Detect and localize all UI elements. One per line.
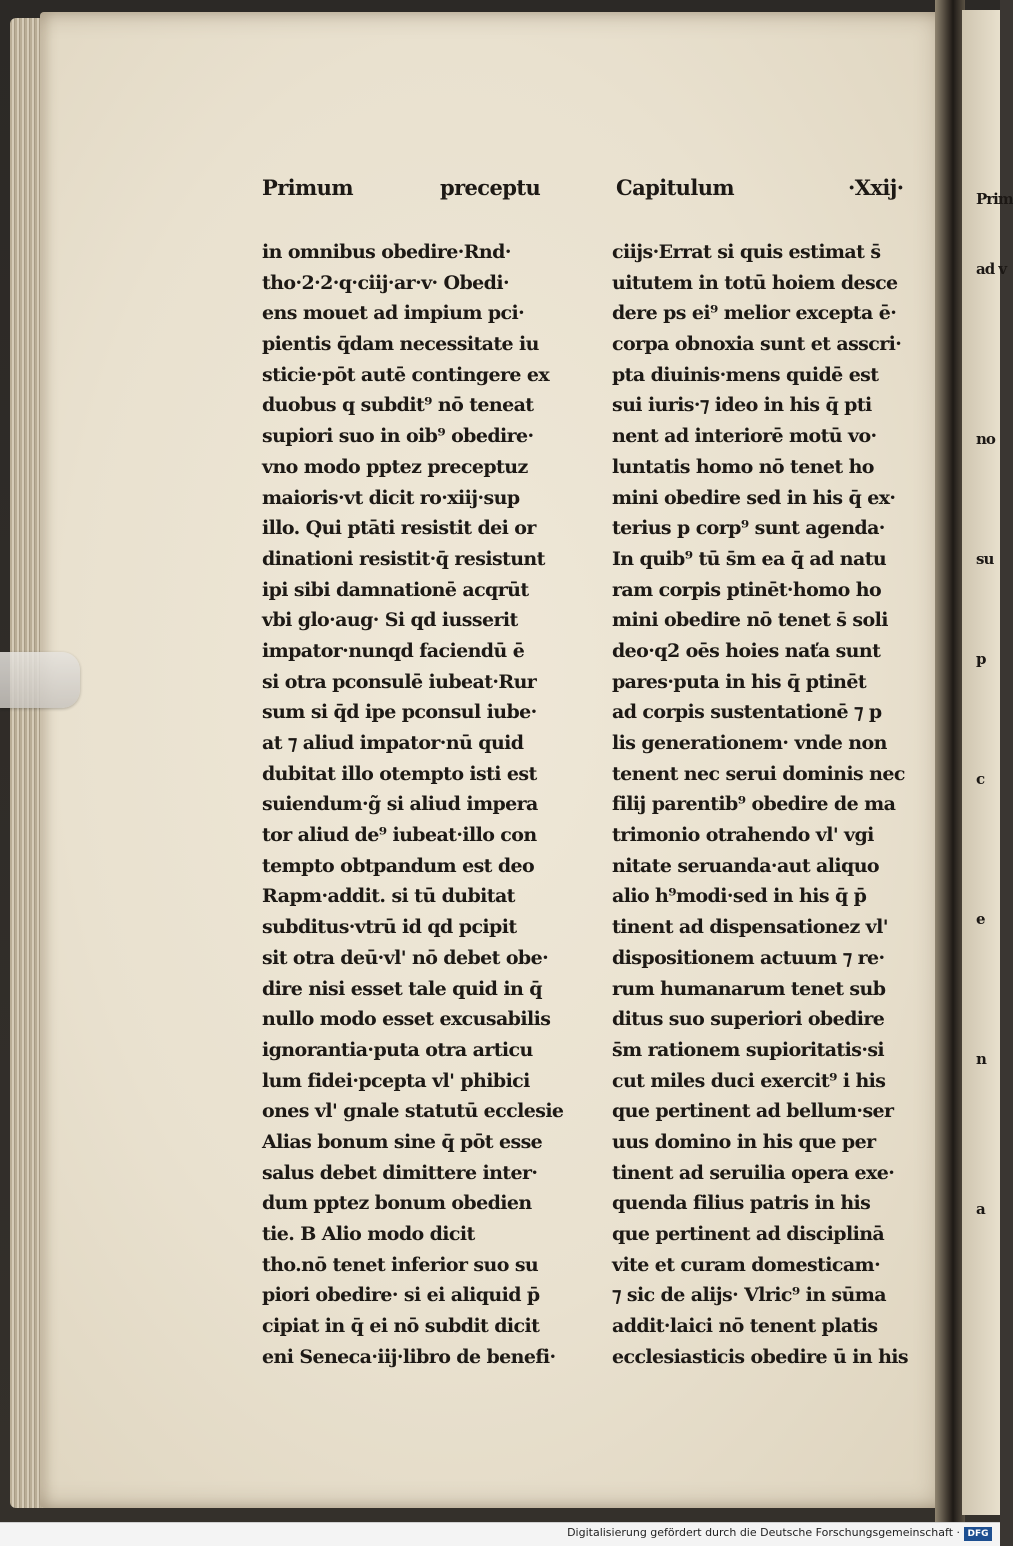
text-line: ram corpis ptinēt·homo ho — [612, 578, 882, 601]
scanner-clip — [0, 652, 80, 708]
text-line: nent ad interiorē motū vo· — [612, 425, 877, 448]
text-line: vbi glo·aug· Si qd iusserit — [262, 609, 518, 632]
text-line: mini obedire nō tenet s̄ soli — [612, 609, 888, 632]
text-line: dinationi resistit·q̄ resistunt — [262, 547, 545, 570]
facing-page-fragment: a — [976, 1200, 985, 1218]
text-line: tenent nec serui dominis nec — [612, 762, 905, 785]
text-line: suiendum·g̃ si aliud impera — [262, 793, 538, 816]
text-line: duobus q subdit⁹ nō teneat — [262, 394, 534, 417]
text-line: salus debet dimittere inter· — [262, 1161, 538, 1184]
text-line: trimonio otrahendo vl' vgi — [612, 824, 874, 847]
funding-notice: Digitalisierung gefördert durch die Deutsche Forschungsgemeinschaft · — [567, 1526, 960, 1539]
text-line: tho·2·2·q·ciij·ar·v· Obedi· — [262, 271, 509, 294]
facing-page-fragment: su — [976, 550, 994, 568]
text-line: tinent ad seruilia opera exe· — [612, 1161, 895, 1184]
text-line: sticie·pōt autē contingere ex — [262, 363, 550, 386]
text-line: maioris·vt dicit ro·xiij·sup — [262, 486, 520, 509]
text-line: ditus suo superiori obedire — [612, 1008, 885, 1031]
text-line: dire nisi esset tale quid in q̄ — [262, 977, 542, 1000]
text-line: vite et curam domesticam· — [612, 1253, 881, 1276]
text-line: ad corpis sustentationē ⁊ p — [612, 701, 882, 724]
book-gutter — [935, 0, 965, 1522]
text-line: si otra pconsulē iubeat·Rur — [262, 670, 537, 693]
text-line: uus domino in his que per — [612, 1130, 876, 1153]
text-line: pta diuinis·mens quidē est — [612, 363, 879, 386]
text-line: Rapm·addit. si tū dubitat — [262, 885, 515, 908]
text-line: tinent ad dispensationez vl' — [612, 916, 888, 939]
text-line: dere ps ei⁹ melior excepta ē· — [612, 302, 897, 325]
facing-page — [962, 10, 1013, 1515]
text-line: cipiat in q̄ ei nō subdit dicit — [262, 1315, 540, 1338]
running-head-word: ·Xxij· — [848, 175, 904, 200]
text-line: terius p corp⁹ sunt agenda· — [612, 517, 885, 540]
text-line: In quib⁹ tū s̄m ea q̄ ad natu — [612, 547, 887, 570]
text-line: in omnibus obedire·Rnd· — [262, 241, 511, 263]
running-head-word: Primum — [262, 175, 353, 200]
text-line: pares·puta in his q̄ ptinēt — [612, 670, 867, 693]
text-line: eni Seneca·iij·libro de benefi· — [262, 1345, 556, 1368]
viewer-footer — [0, 1522, 1000, 1546]
text-line: ciijs·Errat si quis estimat s̄ — [612, 241, 881, 263]
text-line: alio h⁹modi·sed in his q̄ p̄ — [612, 885, 867, 908]
text-line: ones vl' gnale statutū ecclesie — [262, 1100, 564, 1123]
right-text-column — [612, 175, 908, 1372]
facing-page-fragment: ad v — [976, 260, 1007, 278]
text-line: tho.nō tenet inferior suo su — [262, 1253, 539, 1276]
running-head-right — [612, 175, 908, 237]
text-line: ecclesiasticis obedire ū in his — [612, 1345, 909, 1368]
text-line: vno modo pptez preceptuz — [262, 455, 528, 478]
dfg-logo[interactable]: DFG — [964, 1527, 992, 1541]
running-head-left — [262, 175, 564, 237]
text-line: ens mouet ad impium pci· — [262, 302, 525, 325]
right-text-lines — [612, 237, 908, 1372]
left-text-column — [262, 175, 564, 1372]
text-line: dispositionem actuum ⁊ re· — [612, 946, 885, 969]
text-line: corpa obnoxia sunt et asscri· — [612, 333, 902, 356]
facing-page-fragment: c — [976, 770, 985, 788]
facing-page-fragment: p — [976, 650, 986, 668]
text-line: dum pptez bonum obedien — [262, 1192, 532, 1215]
text-line: sui iuris·⁊ ideo in his q̄ pti — [612, 394, 872, 417]
left-text-lines — [262, 237, 564, 1372]
text-line: sum si q̄d ipe pconsul iube· — [262, 701, 537, 724]
text-line: piori obedire· si ei aliquid p̄ — [262, 1284, 540, 1307]
text-line: que pertinent ad disciplinā — [612, 1223, 885, 1245]
running-head-word: Capitulum — [616, 175, 735, 200]
text-line: rum humanarum tenet sub — [612, 977, 886, 1000]
text-line: quenda filius patris in his — [612, 1192, 871, 1215]
text-line: tie. B Alio modo dicit — [262, 1223, 475, 1245]
text-line: nullo modo esset excusabilis — [262, 1008, 551, 1031]
text-line: ⁊ sic de alijs· Vlric⁹ in sūma — [612, 1284, 886, 1307]
text-line: ignorantia·puta otra articu — [262, 1038, 533, 1061]
text-line: pientis q̄dam necessitate iu — [262, 333, 539, 356]
text-line: cut miles duci exercit⁹ i his — [612, 1069, 886, 1092]
facing-page-fragment: e — [976, 910, 985, 928]
text-line: illo. Qui ptāti resistit dei or — [262, 517, 536, 540]
text-line: filij parentib⁹ obedire de ma — [612, 793, 896, 816]
text-line: que pertinent ad bellum·ser — [612, 1100, 894, 1123]
text-line: tempto obtpandum est deo — [262, 854, 535, 877]
running-head-word: preceptu — [440, 175, 541, 200]
text-line: impator·nunqd faciendū ē — [262, 639, 525, 662]
text-line: lis generationem· vnde non — [612, 732, 887, 754]
text-line: Alias bonum sine q̄ pōt esse — [262, 1130, 543, 1153]
text-line: addit·laici nō tenent platis — [612, 1315, 878, 1338]
text-line: sit otra deū·vl' nō debet obe· — [262, 946, 549, 969]
text-line: mini obedire sed in his q̄ ex· — [612, 486, 896, 509]
text-line: supiori suo in oib⁹ obedire· — [262, 425, 534, 448]
text-line: luntatis homo nō tenet ho — [612, 455, 874, 478]
text-line: tor aliud de⁹ iubeat·illo con — [262, 824, 537, 847]
text-line: deo·q2 oēs hoies naťa sunt — [612, 639, 881, 662]
text-line: at ⁊ aliud impator·nū quid — [262, 732, 524, 754]
text-line: s̄m rationem supioritatis·si — [612, 1038, 885, 1061]
text-line: subditus·vtrū id qd pcipit — [262, 916, 517, 939]
facing-page-fragment: n — [976, 1050, 986, 1068]
text-line: uitutem in totū hoiem desce — [612, 271, 898, 294]
facing-page-fragment: Prim — [976, 190, 1013, 208]
text-line: lum fidei·pcepta vl' phibici — [262, 1069, 530, 1092]
text-line: dubitat illo otempto isti est — [262, 762, 537, 785]
text-line: ipi sibi damnationē acqrūt — [262, 578, 529, 601]
facing-page-fragment: no — [976, 430, 995, 448]
text-line: nitate seruanda·aut aliquo — [612, 854, 879, 877]
